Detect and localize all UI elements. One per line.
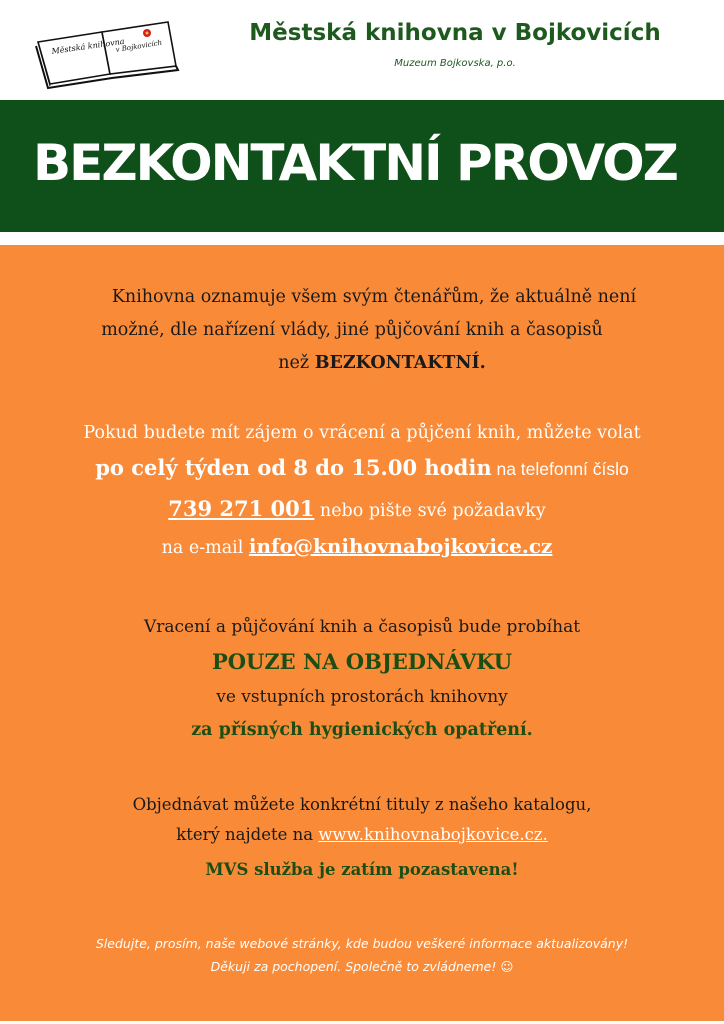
- p1-line3-bold: BEZKONTAKTNÍ.: [314, 353, 486, 373]
- p1-line3: [20, 353, 724, 373]
- header: [0, 0, 724, 100]
- p1-line2: možné, dle nařízení vlády, jiné půjčování knih a časopisů: [101, 320, 603, 340]
- p2-line3: [0, 496, 719, 521]
- website-link[interactable]: www.knihovnabojkovice.cz.: [318, 825, 548, 844]
- notice-panel: [0, 245, 724, 1024]
- library-subtitle: Muzeum Bojkovska, p.o.: [394, 58, 516, 69]
- p3-order: POUZE NA OBJEDNÁVKU: [211, 649, 513, 674]
- banner-title: BEZKONTAKTNÍ PROVOZ: [33, 134, 677, 192]
- footer-line1: Sledujte, prosím, naše webové stránky, kde budou veškeré informace aktualizovány!: [95, 936, 629, 951]
- footer-line2: Děkuji za pochopení. Společně to zvládneme! ☺: [210, 959, 514, 974]
- p2-line1: Pokud budete mít zájem o vrácení a půjčení knih, můžete volat: [83, 423, 641, 443]
- p1-line1: Knihovna oznamuje všem svým čtenářům, že aktuálně není: [111, 287, 637, 307]
- open-book-icon: [30, 14, 180, 92]
- p2-line4: [0, 534, 719, 558]
- p2-email-label: na e-mail: [161, 538, 249, 558]
- p2-line2: [0, 455, 724, 480]
- mvs-notice: MVS služba je zatím pozastavena!: [205, 860, 519, 879]
- p3-line3: ve vstupních prostorách knihovny: [216, 687, 508, 707]
- p2-phone-label: na telefonní číslo: [491, 459, 629, 479]
- p2-write: nebo pište své požadavky: [314, 501, 546, 521]
- p4-line2-pre: který najdete na: [176, 825, 319, 844]
- p4-line1: Objednávat můžete konkrétní tituly z našeho katalogu,: [132, 795, 592, 814]
- p2-hours: po celý týden od 8 do 15.00 hodin: [95, 455, 492, 480]
- p1-line3-pre: než: [278, 353, 315, 373]
- library-name: Městská knihovna v Bojkovicích: [249, 20, 661, 46]
- p4-line2: [0, 825, 724, 844]
- logo-text-1: Městská knihovna: [51, 36, 126, 56]
- library-book-logo: [30, 14, 180, 92]
- phone-number[interactable]: 739 271 001: [168, 496, 315, 521]
- email-link[interactable]: info@knihovnabojkovice.cz: [248, 534, 553, 558]
- p3-line4: za přísných hygienických opatření.: [191, 720, 533, 740]
- banner: [0, 100, 724, 232]
- logo-text-2: v Bojkovicích: [115, 38, 163, 54]
- p3-line1: Vracení a půjčování knih a časopisů bude probíhat: [143, 617, 581, 637]
